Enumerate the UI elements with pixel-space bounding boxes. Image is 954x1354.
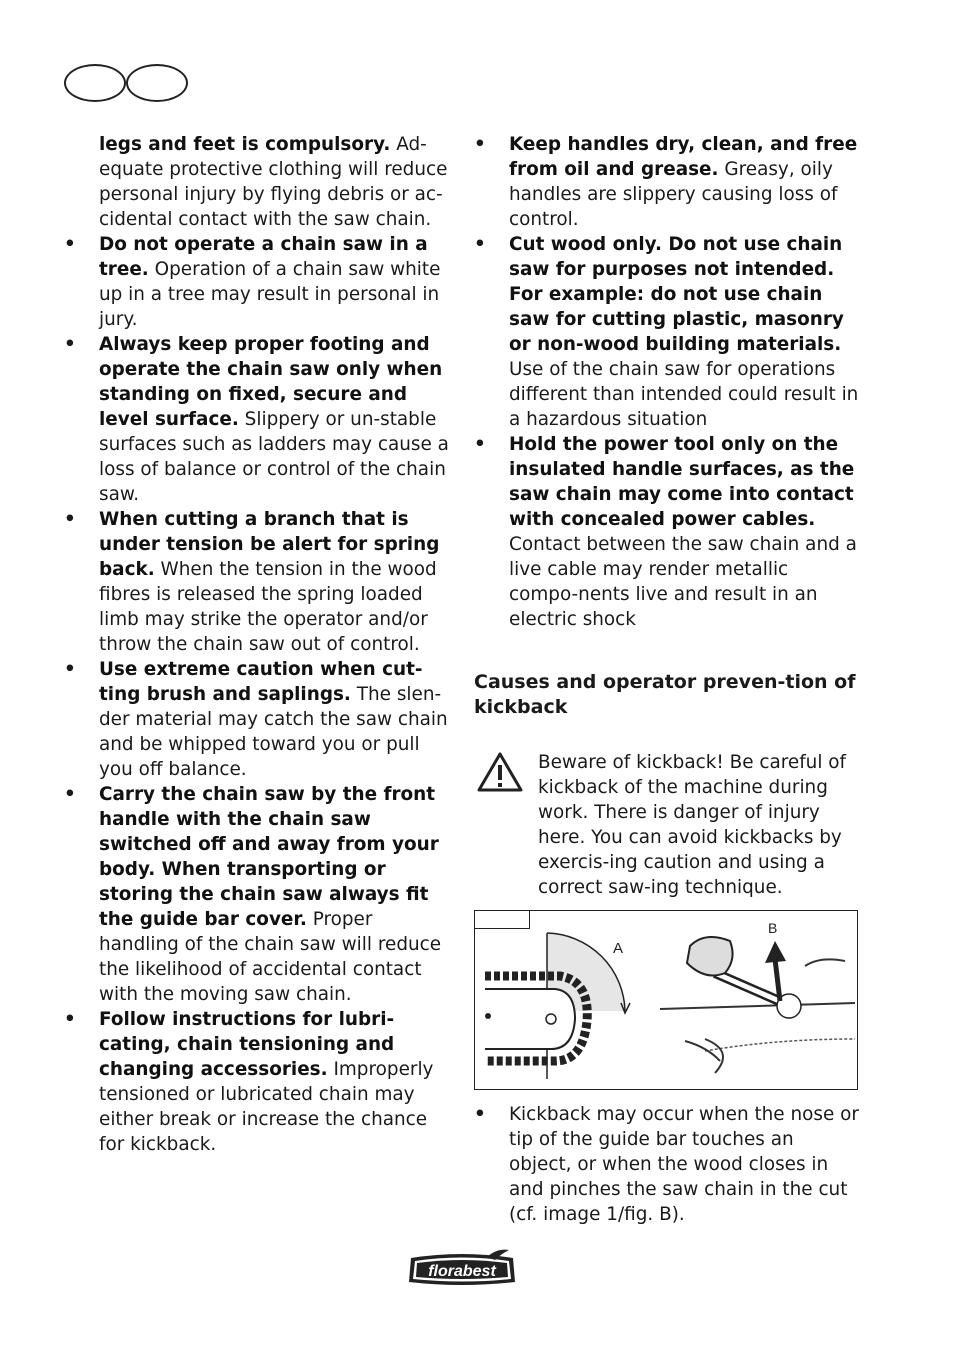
kickback-figure bbox=[474, 910, 858, 1090]
section-heading: Causes and operator preven-tion of kickback bbox=[474, 671, 856, 718]
item-bold: Keep handles dry, clean, and free from oil and grease. bbox=[509, 134, 858, 180]
list-item bbox=[64, 332, 450, 507]
item-text: The slen-der material may catch the saw chain and be whipped toward you or pull you off balance. bbox=[99, 684, 448, 780]
item-text: Kickback may occur when the nose or tip of the guide bar touches an object, or when the wood closes in and pinches the saw chain in the cut bbox=[509, 1104, 859, 1200]
warning-triangle-icon bbox=[476, 750, 524, 794]
figure-label-b: B bbox=[768, 920, 778, 936]
bullet-icon: • bbox=[474, 1104, 486, 1125]
item-text: Ad-equate protective clothing will reduce personal injury by flying debris or ac-cidental contact with the saw chain. bbox=[99, 134, 448, 230]
bullet-icon: • bbox=[64, 1009, 76, 1030]
bullet-icon: • bbox=[64, 659, 76, 680]
logo-text: florabest bbox=[428, 1263, 496, 1280]
bullet-icon: • bbox=[64, 234, 76, 255]
list-item bbox=[64, 507, 450, 657]
bullet-icon: • bbox=[64, 334, 76, 355]
list-item bbox=[64, 657, 450, 782]
language-badge-left bbox=[64, 64, 126, 102]
item-bold: Carry the chain saw by the front handle with the chain saw switched off and away from your body. When transporting or storing the chain saw always fit the guide bar cover. bbox=[99, 784, 439, 930]
language-badge-right bbox=[126, 64, 188, 102]
item-bold: When cutting a branch that is under tension be alert for spring back. bbox=[99, 509, 440, 580]
bullet-icon: • bbox=[64, 784, 76, 805]
item-bold: Hold the power tool only on the insulated handle surfaces, as the saw chain may come into contact with concealed power cables. bbox=[509, 434, 855, 530]
list-item bbox=[474, 132, 860, 232]
list-item bbox=[64, 232, 450, 332]
warning-block bbox=[474, 750, 860, 900]
figure-label-box bbox=[475, 911, 530, 929]
item-text: Operation of a chain saw white up in a tree may result in personal in jury. bbox=[99, 259, 441, 330]
item-text: Contact between the saw chain and a live cable may render metallic compo-nents live and result in an electric shock bbox=[509, 534, 857, 630]
item-text: Use of the chain saw for operations different than intended could result in a hazardous situation bbox=[509, 359, 859, 430]
list-item bbox=[474, 432, 860, 632]
figure-label-a: A bbox=[613, 940, 624, 957]
bullet-icon: • bbox=[474, 234, 486, 255]
item-text: Slippery or un-stable surfaces such as ladders may cause a loss of balance or control of the chain saw. bbox=[99, 409, 449, 505]
list-item bbox=[64, 132, 450, 232]
list-item bbox=[474, 232, 860, 432]
item-text: Greasy, oily handles are slippery causing loss of control. bbox=[509, 159, 838, 230]
item-bold: Use extreme caution when cut-ting brush and saplings. bbox=[99, 659, 423, 705]
list-item bbox=[64, 782, 450, 1007]
florabest-logo bbox=[405, 1248, 519, 1290]
left-column bbox=[64, 132, 450, 1157]
item-text: Improperly tensioned or lubricated chain may either break or increase the chance for kickback. bbox=[99, 1059, 434, 1155]
item-bold: Always keep proper footing and operate the chain saw only when standing on fixed, secure and level surface. bbox=[99, 334, 443, 430]
bullet-icon: • bbox=[474, 134, 486, 155]
item-text: Proper handling of the chain saw will reduce the likelihood of accidental contact with the moving saw chain. bbox=[99, 909, 442, 1005]
item-note: (cf. image 1/fig. B). bbox=[509, 1204, 685, 1225]
item-bold: legs and feet is compulsory. bbox=[99, 134, 391, 155]
item-bold: Do not operate a chain saw in a tree. bbox=[99, 234, 428, 280]
item-bold: Follow instructions for lubri-cating, chain tensioning and changing accessories. bbox=[99, 1009, 395, 1080]
bullet-icon: • bbox=[64, 509, 76, 530]
list-item bbox=[64, 1007, 450, 1157]
warning-text: Beware of kickback! Be careful of kickback of the machine during work. There is danger of injury here. You can avoid kickbacks by exercis-ing caution and using a correct saw-ing technique. bbox=[538, 752, 847, 898]
bullet-icon: • bbox=[474, 434, 486, 455]
kickback-illustration bbox=[475, 911, 857, 1089]
right-column bbox=[474, 132, 860, 1227]
list-item bbox=[474, 1102, 860, 1227]
item-bold: Cut wood only. Do not use chain saw for purposes not intended. For example: do not use chain saw for cutting plastic, masonry or non-wood building materials. bbox=[509, 234, 844, 355]
item-text: When the tension in the wood fibres is released the spring loaded limb may strike the operator and/or throw the chain saw out of control. bbox=[99, 559, 437, 655]
